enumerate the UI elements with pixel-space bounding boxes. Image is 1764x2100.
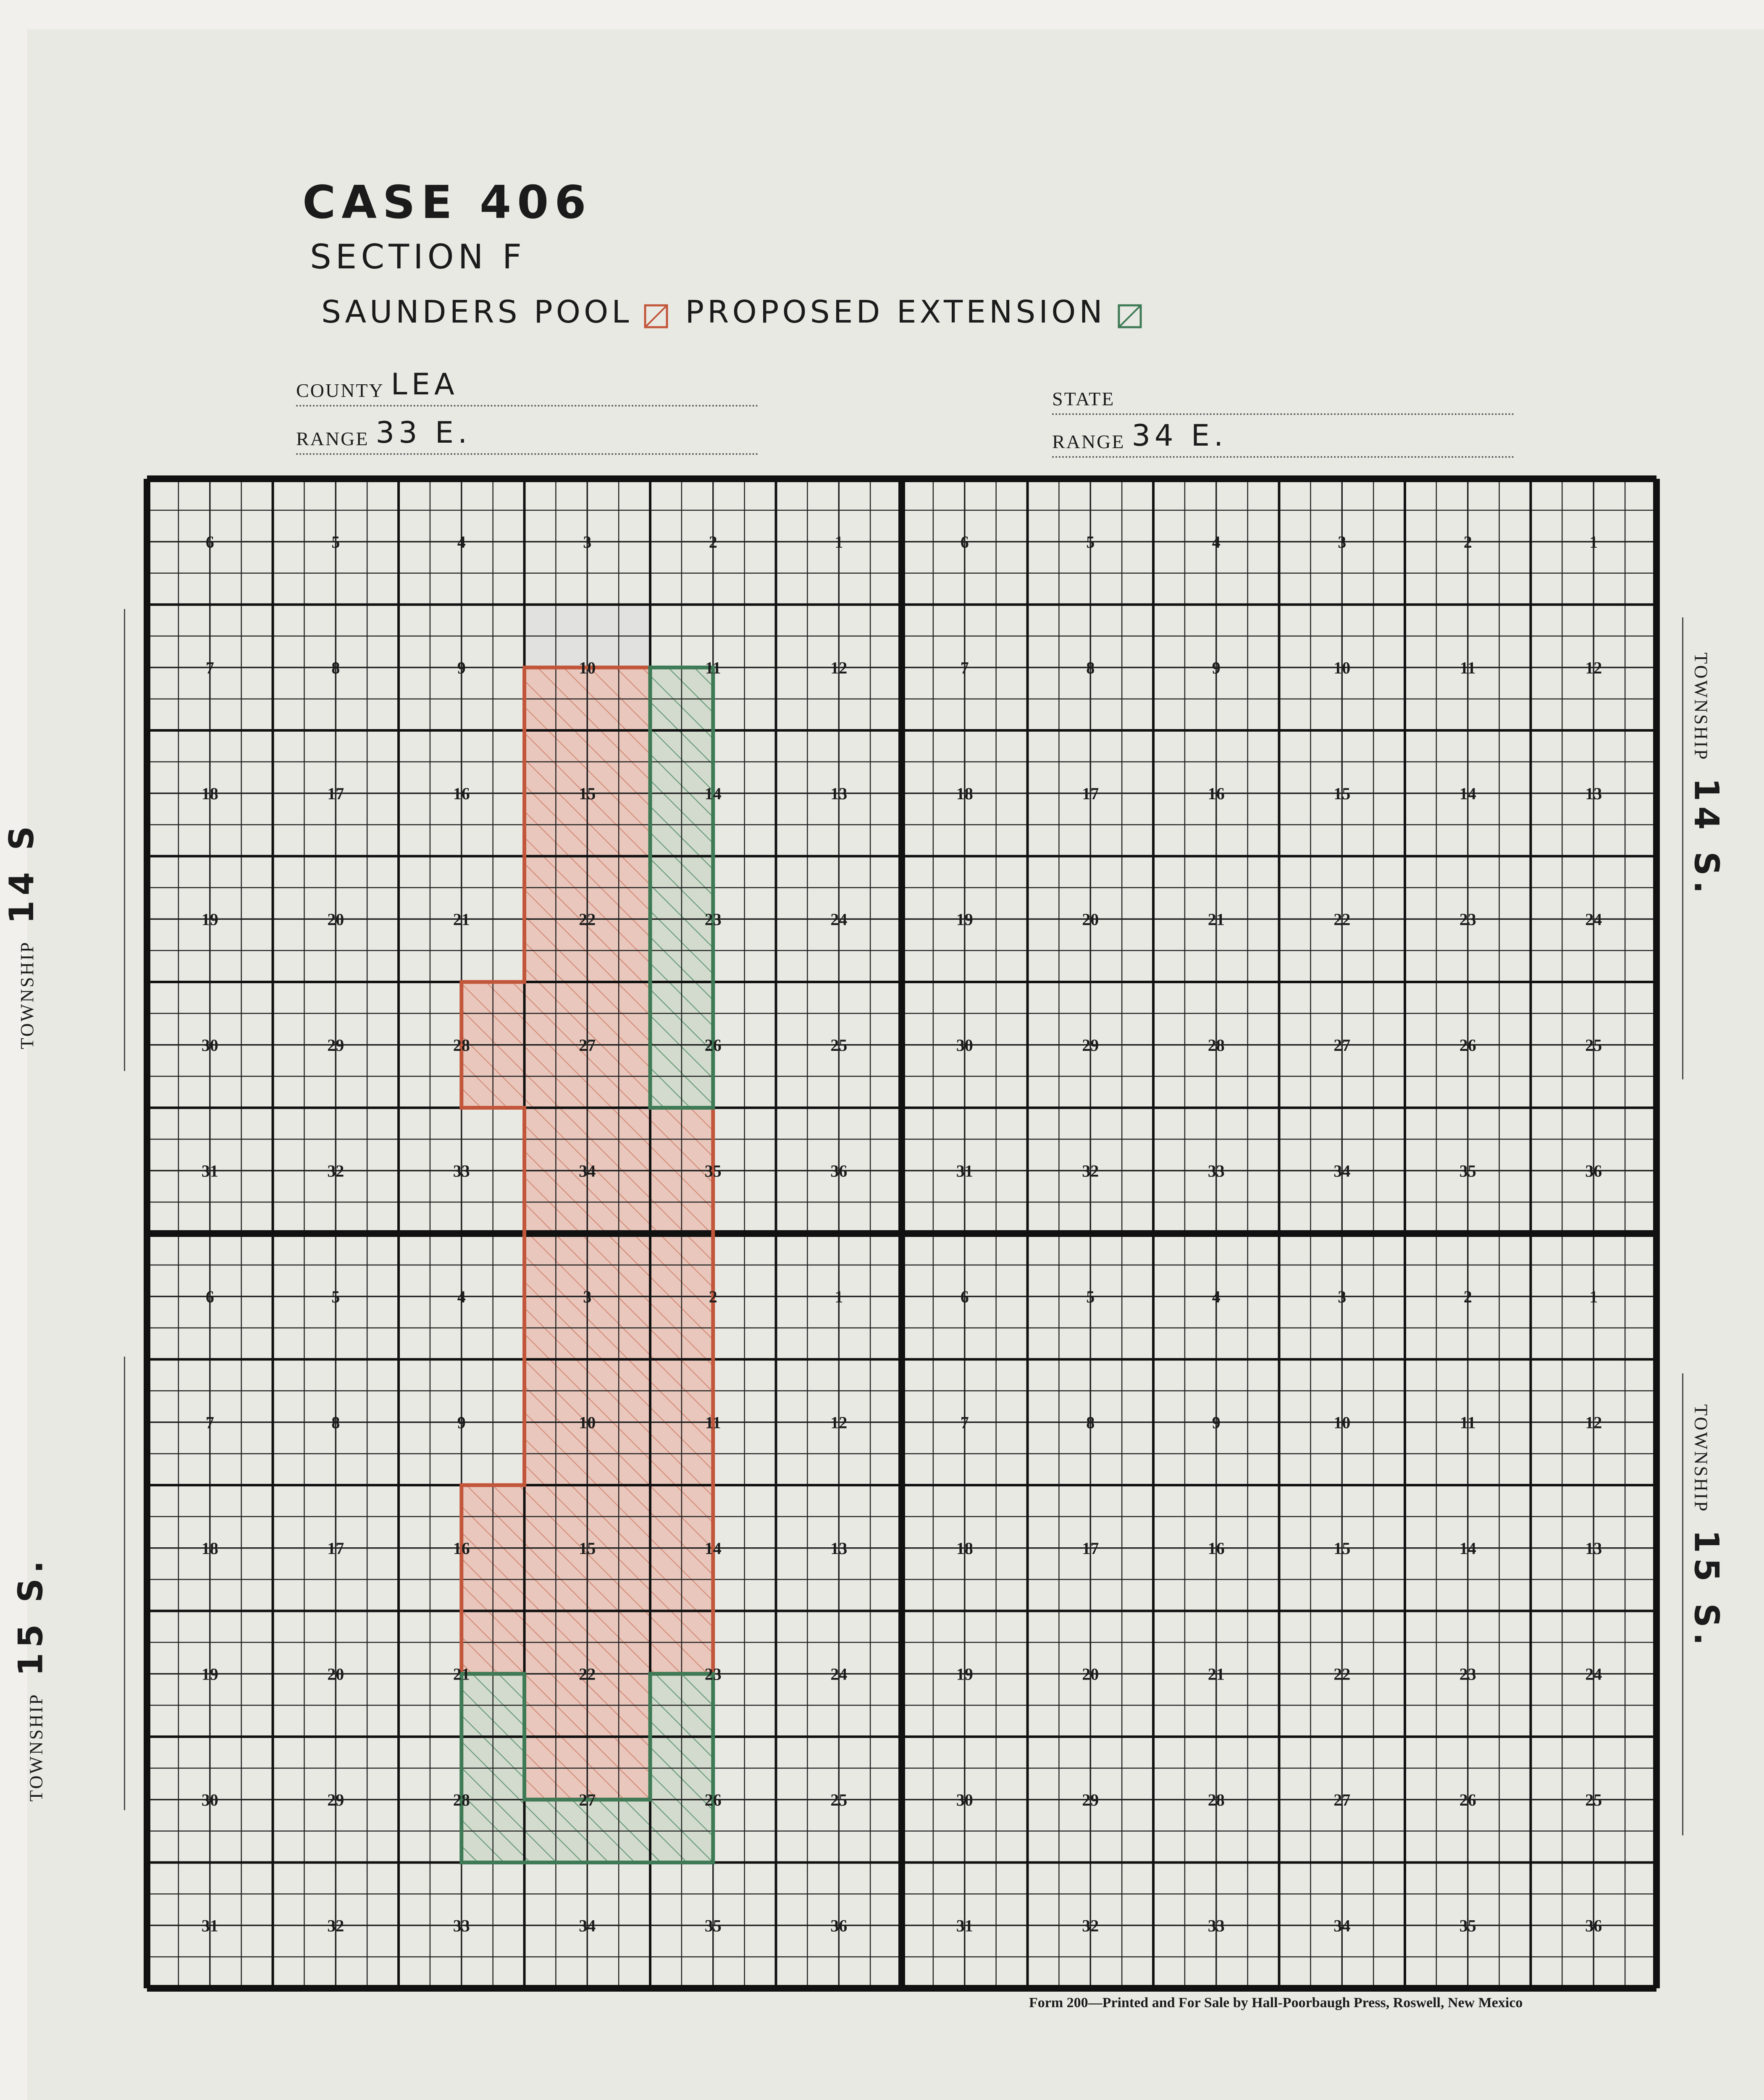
section-number: 24 (830, 910, 848, 929)
section-number: 7 (205, 658, 214, 677)
section-number: 36 (1585, 1161, 1602, 1181)
section-number: 35 (1459, 1916, 1476, 1935)
section-number: 36 (830, 1161, 848, 1181)
section-number: 10 (1334, 658, 1351, 677)
section-number: 32 (327, 1161, 344, 1181)
section-number: 13 (830, 1538, 848, 1558)
section-number: 4 (457, 1287, 466, 1306)
county-value: LEA (391, 367, 459, 402)
section-number: 4 (1212, 1287, 1221, 1306)
section-number: 4 (457, 532, 466, 551)
section-number: 26 (704, 1790, 722, 1809)
footer-imprint: Form 200—Printed and For Sale by Hall-Poorbaugh Press, Roswell, New Mexico (1029, 1995, 1523, 2011)
section-number: 28 (1208, 1035, 1225, 1055)
section-number: 15 (1334, 1538, 1351, 1558)
section-number: 24 (1585, 910, 1602, 929)
section-number: 3 (583, 532, 592, 551)
section-number: 22 (1334, 910, 1351, 929)
section-number: 11 (705, 1413, 721, 1432)
section-number: 12 (1585, 1413, 1602, 1432)
section-number: 19 (956, 910, 973, 929)
section-number: 11 (1460, 1413, 1476, 1432)
section-number: 21 (453, 910, 470, 929)
section-number: 5 (331, 1287, 340, 1306)
section-number: 14 (1459, 784, 1476, 803)
section-number: 30 (201, 1035, 218, 1055)
section-number: 20 (327, 910, 344, 929)
section-number: 29 (327, 1790, 344, 1809)
section-number: 34 (579, 1161, 596, 1181)
section-number: 33 (1208, 1916, 1225, 1935)
section-number: 9 (1212, 1413, 1221, 1432)
section-number: 33 (453, 1916, 470, 1935)
section-number: 25 (1585, 1790, 1602, 1809)
range-left-label: RANGE (296, 428, 369, 449)
section-number: 14 (704, 1538, 722, 1558)
section-number: 16 (453, 784, 470, 803)
section-grid (147, 479, 1656, 1988)
section-number: 22 (579, 910, 596, 929)
section-number: 12 (1585, 658, 1602, 677)
section-number: 32 (1082, 1161, 1099, 1181)
section-number: 7 (205, 1413, 214, 1432)
section-number: 9 (1212, 658, 1221, 677)
section-number: 13 (1585, 1538, 1602, 1558)
section-number: 15 (579, 1538, 596, 1558)
section-number: 2 (1463, 1287, 1472, 1306)
section-number: 5 (331, 532, 340, 551)
section-number: 8 (331, 658, 340, 677)
section-number: 5 (1086, 532, 1095, 551)
section-number: 30 (956, 1790, 973, 1809)
section-number: 32 (327, 1916, 344, 1935)
section-number: 12 (830, 658, 848, 677)
section-number: 2 (1463, 532, 1472, 551)
section-number: 33 (1208, 1161, 1225, 1181)
section-number: 4 (1212, 532, 1221, 551)
section-number: 19 (956, 1664, 973, 1684)
case-title: CASE 406 (302, 176, 592, 229)
section-number: 17 (1082, 1538, 1099, 1558)
section-number: 26 (1459, 1035, 1476, 1055)
section-number: 21 (1208, 1664, 1225, 1684)
section-number: 15 (579, 784, 596, 803)
section-number: 6 (960, 532, 969, 551)
section-number: 23 (1459, 910, 1476, 929)
section-number: 23 (704, 910, 722, 929)
section-number: 28 (453, 1035, 470, 1055)
section-number: 25 (830, 1035, 848, 1055)
section-number: 6 (960, 1287, 969, 1306)
section-number: 33 (453, 1161, 470, 1181)
section-number: 16 (453, 1538, 470, 1558)
section-number: 17 (327, 1538, 344, 1558)
section-number: 29 (327, 1035, 344, 1055)
section-number: 36 (1585, 1916, 1602, 1935)
section-number: 11 (705, 658, 721, 677)
section-number: 1 (1589, 532, 1598, 551)
section-number: 28 (453, 1790, 470, 1809)
section-number: 19 (201, 1664, 218, 1684)
section-number: 6 (205, 532, 214, 551)
section-number: 12 (830, 1413, 848, 1432)
section-number: 7 (960, 1413, 969, 1432)
section-number: 5 (1086, 1287, 1095, 1306)
section-number: 26 (704, 1035, 722, 1055)
section-number: 28 (1208, 1790, 1225, 1809)
section-number: 29 (1082, 1035, 1099, 1055)
section-number: 9 (457, 658, 466, 677)
range-right-label: RANGE (1052, 431, 1125, 452)
section-number: 31 (956, 1916, 973, 1935)
section-number: 16 (1208, 1538, 1225, 1558)
section-number: 1 (1589, 1287, 1598, 1306)
section-number: 2 (709, 532, 717, 551)
section-number: 10 (579, 658, 596, 677)
section-number: 9 (457, 1413, 466, 1432)
section-number: 10 (1334, 1413, 1351, 1432)
section-number: 23 (1459, 1664, 1476, 1684)
section-number: 6 (205, 1287, 214, 1306)
section-number: 36 (830, 1916, 848, 1935)
section-number: 27 (579, 1790, 596, 1809)
section-number: 27 (579, 1035, 596, 1055)
section-number: 14 (704, 784, 722, 803)
section-number: 31 (201, 1161, 218, 1181)
section-number: 18 (956, 1538, 973, 1558)
section-number: 10 (579, 1413, 596, 1432)
section-number: 20 (327, 1664, 344, 1684)
section-number: 1 (835, 532, 843, 551)
section-number: 34 (1334, 1916, 1351, 1935)
section-number: 18 (201, 784, 218, 803)
section-number: 8 (331, 1413, 340, 1432)
state-label: STATE (1052, 388, 1115, 410)
section-number: 3 (1338, 1287, 1347, 1306)
section-number: 18 (956, 784, 973, 803)
legend-extension-label: PROPOSED EXTENSION (685, 294, 1106, 330)
section-number: 35 (1459, 1161, 1476, 1181)
section-number: 24 (1585, 1664, 1602, 1684)
section-number: 3 (1338, 532, 1347, 551)
section-number: 30 (956, 1035, 973, 1055)
section-number: 21 (453, 1664, 470, 1684)
range-right-value: 34 E. (1131, 418, 1228, 453)
county-label: COUNTY (296, 380, 384, 401)
section-number: 23 (704, 1664, 722, 1684)
section-number: 31 (201, 1916, 218, 1935)
section-number: 25 (1585, 1035, 1602, 1055)
section-number: 25 (830, 1790, 848, 1809)
range-left-value: 33 E. (375, 415, 472, 450)
section-number: 18 (201, 1538, 218, 1558)
section-number: 7 (960, 658, 969, 677)
township-left-upper: TOWNSHIP14 S (2, 821, 42, 1050)
section-number: 27 (1334, 1790, 1351, 1809)
section-number: 34 (579, 1916, 596, 1935)
section-number: 17 (1082, 784, 1099, 803)
section-number: 20 (1082, 910, 1099, 929)
section-number: 20 (1082, 1664, 1099, 1684)
section-number: 27 (1334, 1035, 1351, 1055)
township-right-lower: TOWNSHIP15 S. (1687, 1404, 1726, 1651)
section-number: 35 (704, 1916, 722, 1935)
section-number: 15 (1334, 784, 1351, 803)
section-number: 21 (1208, 910, 1225, 929)
section-number: 8 (1086, 1413, 1095, 1432)
legend-pool-label: SAUNDERS POOL (321, 294, 633, 330)
section-number: 8 (1086, 658, 1095, 677)
section-number: 31 (956, 1161, 973, 1181)
section-number: 24 (830, 1664, 848, 1684)
section-number: 1 (835, 1287, 843, 1306)
section-number: 35 (704, 1161, 722, 1181)
section-number: 29 (1082, 1790, 1099, 1809)
township-right-upper: TOWNSHIP14 S. (1687, 652, 1726, 899)
section-label: SECTION F (310, 237, 526, 276)
section-number: 30 (201, 1790, 218, 1809)
section-number: 22 (1334, 1664, 1351, 1684)
section-number: 22 (579, 1664, 596, 1684)
section-number: 13 (830, 784, 848, 803)
section-number: 32 (1082, 1916, 1099, 1935)
section-number: 34 (1334, 1161, 1351, 1181)
section-number: 11 (1460, 658, 1476, 677)
section-number: 17 (327, 784, 344, 803)
section-number: 3 (583, 1287, 592, 1306)
section-number: 13 (1585, 784, 1602, 803)
section-number: 16 (1208, 784, 1225, 803)
section-number: 26 (1459, 1790, 1476, 1809)
section-number: 14 (1459, 1538, 1476, 1558)
section-number: 19 (201, 910, 218, 929)
section-number: 2 (709, 1287, 717, 1306)
township-left-lower: TOWNSHIP15 S. (11, 1555, 50, 1802)
